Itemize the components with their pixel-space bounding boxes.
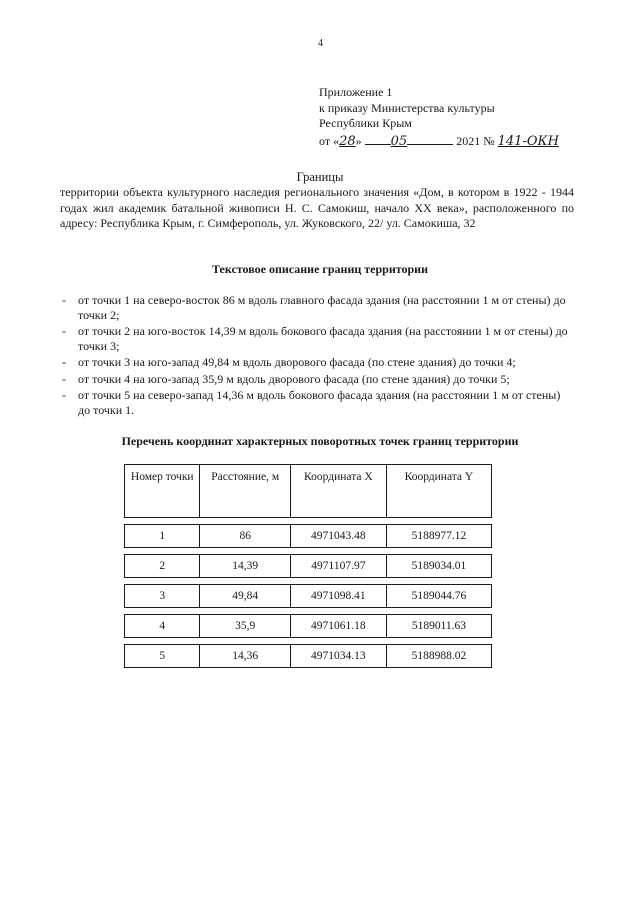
- cell-y: 5189011.63: [386, 615, 491, 638]
- cell-y: 5188988.02: [386, 645, 491, 668]
- spacer-row: [125, 608, 492, 615]
- date-month: 05: [390, 133, 408, 149]
- cell-distance: 14,39: [200, 555, 290, 578]
- spacer-row: [125, 548, 492, 555]
- description-list: [62, 293, 574, 419]
- header-point-number: Номер точки: [125, 465, 200, 518]
- coordinates-heading: Перечень координат характерных поворотных точек границ территории: [121, 434, 519, 448]
- cell-point: 1: [125, 525, 200, 548]
- cell-point: 5: [125, 645, 200, 668]
- header-coordinate-x: Координата X: [290, 465, 386, 518]
- cell-y: 5189044.76: [386, 585, 491, 608]
- table-row: [125, 615, 492, 638]
- date-blank-left: [365, 132, 391, 145]
- order-date-line: [319, 132, 559, 150]
- date-mid: »: [355, 133, 362, 148]
- table-row: [125, 525, 492, 548]
- intro-paragraph: территории объекта культурного наследия регионального значения «Дом, в котором в 1922 - 1944 годах жил академик батальной живописи Н. С. Самокиш, начало XX века», расположенного по адресу: Республика Крым, г. Симферополь, ул. Жуковского, 22/ ул. Самокиша, 32: [60, 185, 574, 230]
- date-blank-right: [407, 132, 453, 145]
- table-row: [125, 555, 492, 578]
- cell-x: 4971034.13: [290, 645, 386, 668]
- cell-distance: 14,36: [200, 645, 290, 668]
- page-number: 4: [318, 38, 323, 49]
- cell-point: 3: [125, 585, 200, 608]
- cell-y: 5189034.01: [386, 555, 491, 578]
- list-item: - от точки 5 на северо-запад 14,36 м вдоль бокового фасада здания (на расстоянии 1 м от стены) до точки 1.: [62, 388, 561, 417]
- list-item-text: от точки 1 на северо-восток 86 м вдоль главного фасада здания (на расстоянии 1 м от стены) до точки 2;: [78, 293, 566, 322]
- date-year: 2021 №: [456, 133, 495, 148]
- header-coordinate-y: Координата Y: [386, 465, 491, 518]
- cell-x: 4971061.18: [290, 615, 386, 638]
- spacer-row: [125, 518, 492, 525]
- cell-x: 4971098.41: [290, 585, 386, 608]
- cell-y: 5188977.12: [386, 525, 491, 548]
- cell-x: 4971043.48: [290, 525, 386, 548]
- header-distance: Расстояние, м: [200, 465, 290, 518]
- cell-x: 4971107.97: [290, 555, 386, 578]
- description-heading: Текстовое описание границ территории: [211, 262, 429, 276]
- cell-distance: 49,84: [200, 585, 290, 608]
- cell-distance: 35,9: [200, 615, 290, 638]
- date-day: 28: [339, 133, 356, 149]
- table-row: [125, 645, 492, 668]
- cell-point: 2: [125, 555, 200, 578]
- coordinates-table: [124, 464, 492, 668]
- cell-point: 4: [125, 615, 200, 638]
- spacer-row: [125, 578, 492, 585]
- list-item-text: от точки 4 на юго-запад 35,9 м вдоль дворового фасада (по стене здания) до точки 5;: [78, 371, 510, 386]
- table-row: [125, 585, 492, 608]
- list-item: - от точки 4 на юго-запад 35,9 м вдоль дворового фасада (по стене здания) до точки 5;: [62, 371, 510, 386]
- spacer-row: [125, 638, 492, 645]
- appendix-line-2: к приказу Министерства культуры: [319, 100, 495, 115]
- list-item: - от точки 1 на северо-восток 86 м вдоль главного фасада здания (на расстоянии 1 м от стены) до точки 2;: [62, 293, 566, 322]
- list-item-text: от точки 2 на юго-восток 14,39 м вдоль бокового фасада здания (на расстоянии 1 м от стены) до точки 3;: [78, 324, 568, 353]
- appendix-line-3: Республики Крым: [319, 116, 412, 130]
- appendix-block: [319, 85, 559, 149]
- list-item: - от точки 3 на юго-запад 49,84 м вдоль дворового фасада (по стене здания) до точки 4;: [62, 355, 516, 369]
- list-item-text: от точки 5 на северо-запад 14,36 м вдоль бокового фасада здания (на расстоянии 1 м от стены) до точки 1.: [78, 388, 561, 417]
- cell-distance: 86: [200, 525, 290, 548]
- date-prefix: от «: [319, 133, 340, 148]
- table-header-row: [125, 465, 492, 518]
- list-item: - от точки 2 на юго-восток 14,39 м вдоль бокового фасада здания (на расстоянии 1 м от стены) до точки 3;: [62, 324, 568, 353]
- list-item-text: от точки 3 на юго-запад 49,84 м вдоль дворового фасада (по стене здания) до точки 4;: [78, 355, 516, 369]
- document-title: Границы: [296, 170, 344, 184]
- order-number: 141-ОКН: [497, 133, 559, 149]
- appendix-line-1: Приложение 1: [319, 85, 393, 99]
